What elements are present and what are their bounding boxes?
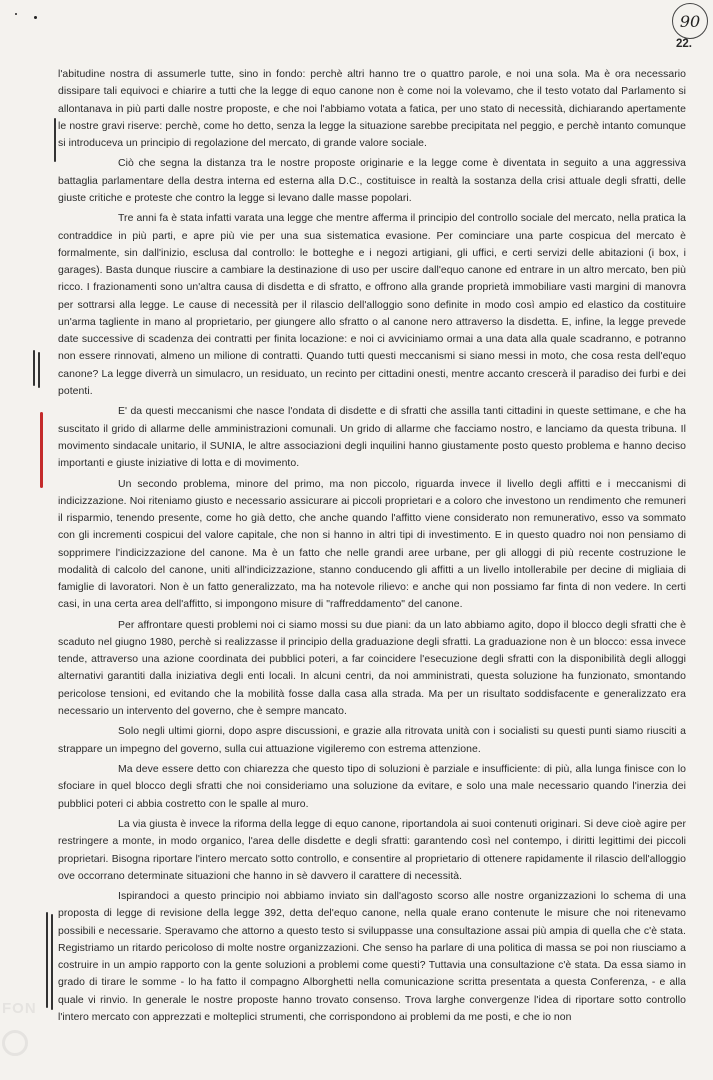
archive-watermark: FON [2, 1000, 37, 1017]
document-body [58, 66, 686, 1029]
margin-red-line [40, 412, 43, 488]
margin-double-line-mark [51, 914, 53, 1010]
paragraph: Per affrontare questi problemi noi ci siamo mossi su due piani: da un lato abbiamo agito, dopo il blocco degli sfratti che è scaduto nel giugno 1980, perchè si realizzasse il principio della graduazione degli sfratti. La graduazione non è un blocco: essa invece tende, attraverso una azione coordinata dei pubblici poteri, a far coincidere l'esecuzione degli sfratti con la disponibilità degli alloggi alternativi garantiti dalla iniziativa degli enti locali. In alcuni centri, da noi amministrati, questa soluzione ha funzionato, smontando pericolose tensioni, ed evitando che la mobilità fosse dalla casa alla strada. Ma per un risultato soddisfacente e generalizzato era necessario un intervento del governo, che è sempre mancato. [58, 619, 686, 717]
paragraph: Solo negli ultimi giorni, dopo aspre discussioni, e grazie alla ritrovata unità con i socialisti su questi punti siamo riusciti a strappare un impegno del governo, sulla cui attuazione vigileremo con estrema attenzione. [58, 726, 686, 755]
watermark-logo [2, 1030, 28, 1056]
ink-dot [34, 16, 37, 19]
margin-bracket-mark [54, 118, 56, 162]
paragraph: Tre anni fa è stata infatti varata una legge che mentre afferma il principio del controllo sociale del mercato, nella pratica la contraddice in più parti, e apre più vie per una sua sistematica evasione. Per cominciare una parte cospicua del mercato è formalmente, sin dall'inizio, esclusa dal controllo: le botteghe e i negozi artigiani, gli uffici, e certi servizi delle abitazioni (i box, i garages). Basta dunque riuscire a cambiare la destinazione di uso per uscire dall'equo canone ed entrare in un altro mercato, ben più ricco. I frazionamenti sono un'altra causa di disdetta e di sfratto, e offrono alla grande proprietà immobiliare vasti margini di manovra per sottrarsi alla legge. Le cause di necessità per il rilascio dell'alloggio sono definite in modo così ampio ed elastico da costituire un'arma tagliente in mano al proprietario, per giungere allo sfratto o al canone nero attraverso la disdetta. E, infine, la legge prevede date successive di scadenza dei contratti per finita locazione: e noi ci avviciniamo ormai a una data alla quale scadranno, e potranno non essere rinnovati, almeno un milione di contratti. Quando tutti questi meccanismi si siano messi in moto, che cosa resta dell'equo canone? La legge diverrà un simulacro, un residuato, un recinto per cittadini onesti, mentre accanto crescerà il paradiso dei furbi e dei potenti. [58, 213, 686, 397]
margin-double-line-mark [46, 912, 48, 1008]
paragraph: La via giusta è invece la riforma della legge di equo canone, riportandola ai suoi contenuti originari. Si deve cioè agire per restringere a monte, in modo organico, l'area delle disdette e degli sfratti: garantendo così nel contempo, i diritti legittimi dei piccoli proprietari. Bisogna riportare l'intero mercato sotto controllo, e consentire al proprietario di ottenere rapidamente il rilascio dell'alloggio ove occorrano determinate situazioni che hanno in sè davvero il carattere di necessità. [58, 819, 686, 882]
paragraph: Ispirandoci a questo principio noi abbiamo inviato sin dall'agosto scorso alle nostre organizzazioni lo schema di una proposta di legge di revisione della legge 392, detta del'equo canone, nella quale erano contenute le misure che noi ritenevamo possibili e necessarie. Speravamo che attorno a questo testo si sviluppasse una consultazione assai più ampia di quella che c'è stata. Registriamo un ritardo pericoloso di molte nostre organizzazioni. Che senso ha parlare di una politica di massa se poi non riusciamo a costruire in un ampio rapporto con la gente soluzioni a problemi come questi? Tuttavia una consultazione c'è stata. Da essa siamo in grado di tirare le somme - lo ha fatto il compagno Alborghetti nella comunicazione scritta presentata a questa Conferenza, - e alla quale vi rinvio. In generale le nostre proposte hanno trovato consenso. Trova larghe convergenze l'idea di riportare sotto controllo l'intero mercato con apprezzati e molteplici strumenti, che corrispondono ai problemi da me posti, e che io non [58, 891, 686, 1023]
paragraph: Ciò che segna la distanza tra le nostre proposte originarie e la legge come è diventata in seguito a una aggressiva battaglia parlamentare della destra interna ed esterna alla D.C., costituisce in realtà la sostanza della crisi attuale degli sfratti, delle giuste critiche e proteste che contro la legge si levano dalle masse popolari. [58, 158, 686, 204]
paragraph: Un secondo problema, minore del primo, ma non piccolo, riguarda invece il livello degli affitti e i meccanismi di indicizzazione. Noi riteniamo giusto e necessario assicurare ai piccoli proprietari e a coloro che investono un rendimento che remuneri il risparmio, tenendo presente, come ho già detto, che anche quando l'affitto viene considerato non remunerativo, esso va sommato con gli incrementi cospicui del valore capitale, che non si hanno in altri tipi di investimento. E in questo quadro noi non pensiamo di sopprimere l'indicizzazione del canone. Ma è un fatto che nelle grandi aree urbane, per gli alloggi di più recente costruzione le modalità di calcolo del canone, uniti all'indicizzazione, stanno conducendo gli affitti a un livello intollerabile per decine di migliaia di famiglie di lavoratori. Non è un fatto generalizzato, ma ha notevole rilievo: e anche qui non possiamo far finta di non vedere. In certi casi, in una certa area dell'affitto, si impongono misure di "raffreddamento" del canone. [58, 478, 686, 611]
archive-number-stamp: 90 [672, 3, 708, 39]
paragraph: Ma deve essere detto con chiarezza che questo tipo di soluzioni è parziale e insufficiente: di più, alla lunga finisce con lo sfociare in quel blocco degli sfratti che noi consideriamo una soluzione da evitare, e solo una male necessario quando l'inerzia dei pubblici poteri ci abbia costretto con le spalle al muro. [58, 764, 686, 810]
margin-double-line-mark [38, 352, 40, 388]
paragraph: l'abitudine nostra di assumerle tutte, sino in fondo: perchè altri hanno tre o quattro parole, e noi una sola. Ma è ora necessario dissipare tali equivoci e chiarire a tutti che la legge di equo canone non è come noi la volevamo, che il testo votato dal Parlamento si allontanava in più parti dalle nostre proposte, e che noi l'abbiamo votata a fatica, per uno stato di necessità, dichiarando apertamente le nostre gravi riserve: perchè, come ho detto, senza la legge la situazione sarebbe precipitata nel peggio, e perchè intanto comunque si introduceva un principio di regolazione del mercato, di grande valore sociale. [58, 69, 686, 149]
page-number: 22. [676, 38, 692, 50]
paragraph: E' da questi meccanismi che nasce l'ondata di disdette e di sfratti che assilla tanti cittadini in queste settimane, e che ha suscitato il grido di allarme delle amministrazioni comunali. Un grido di allarme che facciamo nostro, e lanciamo da questa tribuna. Il movimento sindacale unitario, il SUNIA, le altre associazioni degli inquilini hanno giustamente posto questo problema e hanno deciso importanti e giuste iniziative di lotta e di movimento. [58, 406, 686, 470]
ink-dot [15, 13, 17, 15]
margin-double-line-mark [33, 350, 35, 386]
